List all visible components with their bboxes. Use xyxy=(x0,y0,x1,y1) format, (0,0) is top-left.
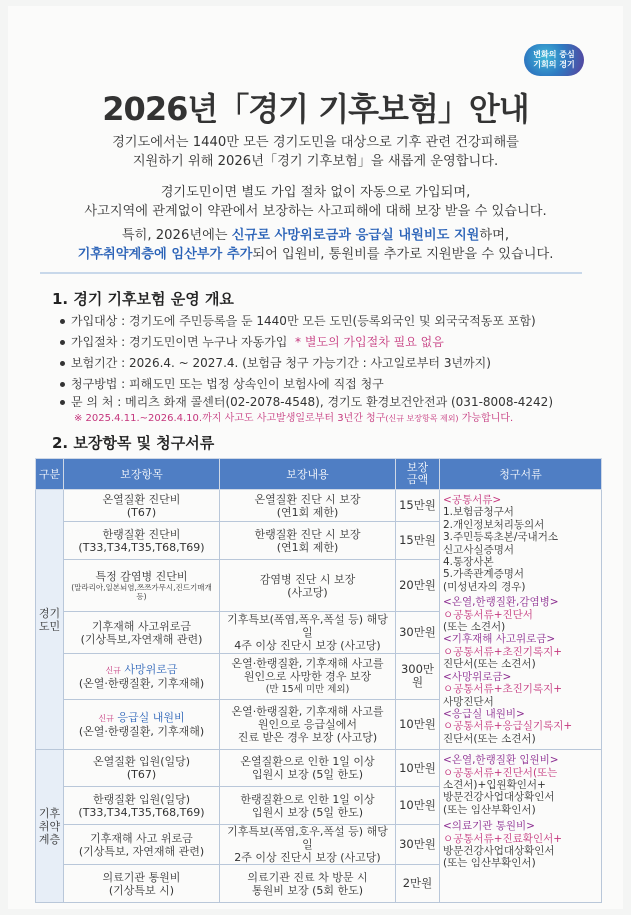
intro-line: 경기도민이면 별도 가입 절차 없이 자동으로 가입되며, xyxy=(160,185,471,200)
coverage-content: 기후특보(폭염,폭우,폭설 등) 해당일 4주 이상 진단시 보장 (사고당) xyxy=(220,612,396,654)
intro-paragraph-1 xyxy=(40,133,591,171)
coverage-content: 온열·한랭질환, 기후재해 사고를 원인으로 사망한 경우 보장 (만 15세 미만 제외) xyxy=(220,653,396,699)
coverage-item: 기후재해 사고위로금 (기상특보,자연재해 관련) xyxy=(64,612,220,654)
bullet-icon xyxy=(60,319,65,324)
header-item: 보장항목 xyxy=(64,459,220,490)
overview-item: 청구방법 : 피해도민 또는 법정 상속인이 보험사에 직접 청구 xyxy=(60,375,384,392)
coverage-amount: 10만원 xyxy=(396,787,440,825)
required-docs-vulnerable: <온열,한랭질환 입원비> ㅇ공통서류+진단서(또는 소견서)+입원확인서+ 방문건강사업대상확인서 (또는 임산부확인서) <의료기관 통원비> ㅇ공통서류+진료확인서+ 방문건강사업대상확인서 (또는 임산부확인서) xyxy=(440,750,602,903)
coverage-table xyxy=(35,458,602,903)
intro-paragraph-2 xyxy=(40,183,591,221)
coverage-item: 한랭질환 입원(일당) (T33,T34,T35,T68,T69) xyxy=(64,787,220,825)
divider xyxy=(40,272,582,274)
coverage-amount: 15만원 xyxy=(396,490,440,522)
bullet-icon xyxy=(60,340,65,345)
coverage-amount: 15만원 xyxy=(396,522,440,560)
coverage-item: 한랭질환 진단비 (T33,T34,T35,T68,T69) xyxy=(64,522,220,560)
intro-line: 경기도에서는 1440만 모든 경기도민을 대상으로 기후 관련 건강피해를 xyxy=(112,135,519,150)
overview-item: 가입대상 : 경기도에 주민등록을 둔 1440만 모든 도민(등록외국인 및 외국국적동포 포함) xyxy=(60,312,536,329)
overview-item: 보험기간 : 2026.4. ~ 2027.4. (보험금 청구 가능기간 : 사고일로부터 3년까지) xyxy=(60,354,491,371)
header-docs: 청구서류 xyxy=(440,459,602,490)
gyeonggi-logo xyxy=(524,44,584,76)
intro-line: 지원하기 위해 2026년「경기 기후보험」을 새롭게 운영합니다. xyxy=(132,154,499,169)
coverage-item: 특정 감염병 진단비 (말라리아,일본뇌염,쯔쯔가무시,진드기매개 등) xyxy=(64,559,220,611)
page-title: 2026년「경기 기후보험」안내 xyxy=(102,90,529,128)
bullet-icon xyxy=(60,400,65,405)
header-group: 구분 xyxy=(36,459,64,490)
group-residents: 경기 도민 xyxy=(36,490,64,750)
section2-heading: 2. 보장항목 및 청구서류 xyxy=(52,434,215,452)
coverage-content: 온열질환 진단 시 보장 (연1회 제한) xyxy=(220,490,396,522)
bullet-icon xyxy=(60,361,65,366)
overview-item: 문 의 처 : 메리츠 화재 콜센터(02-2078-4548), 경기도 환경보건안전과 (031-8008-4242) xyxy=(60,393,553,410)
coverage-amount: 30만원 xyxy=(396,825,440,865)
coverage-content: 기후특보(폭염,호우,폭설 등) 해당일 2주 이상 진단시 보장 (사고당) xyxy=(220,825,396,865)
coverage-content: 의료기관 진료 차 방문 시 통원비 보장 (5회 한도) xyxy=(220,865,396,903)
coverage-content: 감염병 진단 시 보장 (사고당) xyxy=(220,559,396,611)
coverage-content: 한랭질환으로 인한 1일 이상 입원시 보장 (5일 한도) xyxy=(220,787,396,825)
coverage-amount: 300만원 xyxy=(396,653,440,699)
overview-item: 가입절차 : 경기도민이면 누구나 자동가입 * 별도의 가입절차 필요 없음 xyxy=(60,333,444,350)
logo-line1: 변화의 중심 xyxy=(533,50,575,59)
logo-line2: 기회의 경기 xyxy=(533,60,575,69)
table-row xyxy=(36,750,602,787)
intro-line: 특히, 2026년에는 신규로 사망위로금과 응급실 내원비도 지원하며, xyxy=(121,228,510,243)
coverage-amount: 10만원 xyxy=(396,750,440,787)
coverage-content: 한랭질환 진단 시 보장 (연1회 제한) xyxy=(220,522,396,560)
claim-note: ※ 2025.4.11.~2026.4.10.까지 사고도 사고발생일로부터 3년간 청구(신규 보장항목 제외) 가능합니다. xyxy=(74,413,514,424)
coverage-item: 의료기관 통원비 (기상특보 시) xyxy=(64,865,220,903)
required-docs-residents: <공통서류> 1.보험금청구서 2.개인정보처리동의서 3.주민등록초본/국내거소 신고사실증명서 4.통장사본 5.가족관계증명서 (미성년자의 경우) <온열,한랭질환,감염병> ㅇ공통서류+진단서 (또는 소견서) <기후재해 사고위로금> ㅇ공통서류+초진기록지+ 진단서(또는 소견서) <사망위로금> ㅇ공통서류+초진기록지+ 사망진단서 <응급실 내원비> ㅇ공통서류+응급실기록지+ 진단서(또는 소견서) xyxy=(440,490,602,750)
coverage-item: 신규 사망위로금 (온열·한랭질환, 기후재해) xyxy=(64,653,220,699)
intro-line: 사고지역에 관계없이 약관에서 보장하는 사고피해에 대해 보장 받을 수 있습니다. xyxy=(84,204,547,219)
table-row xyxy=(36,490,602,522)
coverage-amount: 10만원 xyxy=(396,699,440,749)
intro-line: 기후취약계층에 임산부가 추가되어 입원비, 통원비를 추가로 지원받을 수 있습니다. xyxy=(77,247,554,262)
coverage-content: 온열질환으로 인한 1일 이상 입원시 보장 (5일 한도) xyxy=(220,750,396,787)
coverage-amount: 20만원 xyxy=(396,559,440,611)
header-amount: 보장 금액 xyxy=(396,459,440,490)
coverage-item: 온열질환 입원(일당) (T67) xyxy=(64,750,220,787)
coverage-amount: 2만원 xyxy=(396,865,440,903)
coverage-amount: 30만원 xyxy=(396,612,440,654)
table-header-row xyxy=(36,459,602,490)
coverage-content: 온열·한랭질환, 기후재해 사고를 원인으로 응급실에서 진료 받은 경우 보장 (사고당) xyxy=(220,699,396,749)
intro-paragraph-3 xyxy=(40,226,591,264)
bullet-icon xyxy=(60,382,65,387)
group-vulnerable: 기후 취약 계층 xyxy=(36,750,64,903)
coverage-item: 신규 응급실 내원비 (온열·한랭질환, 기후재해) xyxy=(64,699,220,749)
header-content: 보장내용 xyxy=(220,459,396,490)
coverage-item: 온열질환 진단비 (T67) xyxy=(64,490,220,522)
coverage-item: 기후재해 사고 위로금 (기상특보, 자연재해 관련) xyxy=(64,825,220,865)
section1-heading: 1. 경기 기후보험 운영 개요 xyxy=(52,290,234,308)
